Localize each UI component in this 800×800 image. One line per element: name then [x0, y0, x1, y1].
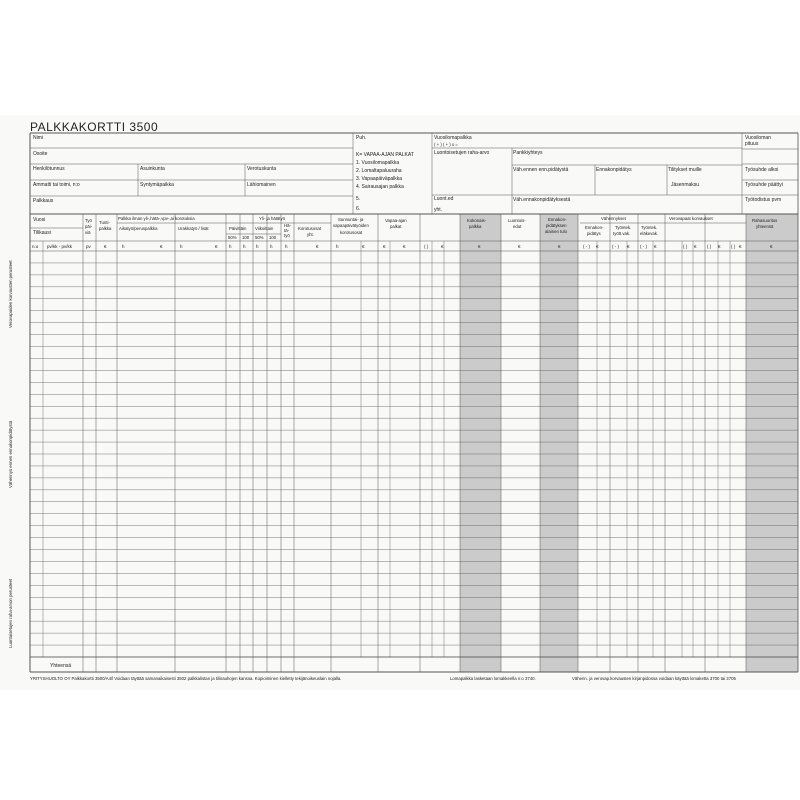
shade-rahasuoritus: [746, 214, 798, 672]
header-luontois-2: edut: [513, 224, 522, 229]
header-tyo-1: Työ: [85, 218, 92, 223]
footer-right: Vähenn. ja verovap.korvausten kirjanpidossa voidaan käyttää lomaketta 3700 tai 3705: [572, 676, 736, 681]
unit-label: €: [694, 244, 697, 249]
field-henkilotunnus[interactable]: Henkilötunnus: [33, 166, 65, 172]
yhteensa-label: Yhteensä: [50, 663, 72, 669]
vapaa-ajan-header: K= VAPAA-AJAN PALKAT: [356, 152, 414, 158]
field-puh[interactable]: Puh.: [356, 135, 367, 141]
unit-label: pv: [86, 244, 91, 249]
unit-label: ( ): [424, 244, 429, 249]
unit-label: €: [770, 244, 773, 249]
field-pankkiyhteys[interactable]: Pankkiyhteys: [513, 150, 543, 156]
unit-label: €: [362, 244, 365, 249]
header-pct-2: 100: [242, 235, 250, 240]
field-syntymapaikka[interactable]: Syntymäpaikka: [140, 182, 174, 188]
unit-label: €: [316, 244, 319, 249]
field-nimi[interactable]: Nimi: [33, 135, 43, 141]
shade-ennakonpidatyksen-alainen: [540, 214, 578, 672]
unit-label: ( - ): [612, 244, 619, 249]
header-urakkatyo: Urakkatyö / lisät: [178, 226, 209, 231]
unit-label: €: [478, 244, 481, 249]
header-hata-3: työ: [284, 233, 290, 238]
unit-label: ( - ): [640, 244, 647, 249]
field-osoite[interactable]: Osoite: [33, 151, 48, 157]
shade-kokonaispalkka: [460, 214, 501, 672]
header-kokonais-2: palkka: [469, 224, 482, 229]
form-title: PALKKAKORTTI 3500: [30, 120, 159, 134]
unit-label: €: [104, 244, 107, 249]
field-luontoisedut[interactable]: Luontoisetujen raha-arvo: [434, 150, 490, 156]
unit-label: €: [627, 244, 630, 249]
header-korotusosat-1: Korotusosat: [298, 226, 321, 231]
header-elake-1: Työntek.: [641, 225, 658, 230]
unit-label: €: [160, 244, 163, 249]
unit-label: ( ): [731, 244, 736, 249]
field-lahiomainen[interactable]: Lähiomainen: [247, 182, 276, 188]
header-tyo-3: viä: [85, 230, 91, 235]
unit-label: pv/kk - pv/kk: [47, 244, 73, 249]
field-palkkaus[interactable]: Palkkaus: [33, 198, 54, 204]
header-aikatyo: Aikatyö/peruspalkka: [119, 226, 158, 231]
field-ammatti[interactable]: Ammatti tai toimi, n:o: [33, 182, 80, 188]
unit-label: h: [285, 244, 288, 249]
unit-label: €: [403, 244, 406, 249]
unit-label: h: [256, 244, 259, 249]
header-tunti-2: palkka: [99, 226, 112, 231]
vapaa-item-1: 1. Vuosilomapalkka: [356, 160, 400, 166]
header-tyott-2: tyött.vak.: [613, 231, 631, 236]
field-tyosuhde-paattyi[interactable]: Työsuhde päättyi: [745, 182, 783, 188]
unit-label: h: [270, 244, 273, 249]
header-tyott-1: Työntek.: [615, 225, 632, 230]
vapaa-item-3: 3. Vapaapäiväpalkka: [356, 176, 403, 182]
unit-label: h: [180, 244, 183, 249]
header-ennakonpid-2: pidätyksen: [546, 223, 567, 228]
field-luont-ed[interactable]: Luont.ed: [434, 196, 454, 202]
footer-left: YRITYSHUOLTO OY Palkkakortti 3500/A4/l Voidaan täyttää samanaikaisesti 3502 palkkalistan ja tilinauhojen kanssa. Kopioiminen kielletty tekijänoikeuslain nojalla.: [30, 676, 342, 681]
unit-label: €: [596, 244, 599, 249]
header-tyo-2: päi-: [85, 224, 93, 229]
vapaa-item-5: 5.: [356, 196, 361, 202]
vapaa-item-6: 6.: [356, 206, 361, 212]
header-palkka-ilman: Palkka ilman yli-,hätä-,vpv-,ai korotuksia: [118, 216, 195, 221]
field-asuinkunta[interactable]: Asuinkunta: [140, 166, 165, 172]
header-ennakonpid-3: alainen tulo: [545, 229, 567, 234]
header-yli-hatatyo: Yli- ja hätätyö: [259, 216, 286, 221]
header-ennakonpid-1: Ennakon-: [548, 217, 567, 222]
unit-label: €: [558, 244, 561, 249]
field-vah-ennen[interactable]: Väh.ennen enn.pidätystä: [513, 167, 569, 173]
unit-label: h: [336, 244, 339, 249]
header-ennakon-pidatys-1: Ennakon-: [585, 225, 604, 230]
field-tyotodistus[interactable]: Työtodistus pvm: [745, 197, 782, 203]
unit-label: €: [441, 244, 444, 249]
unit-label: h: [243, 244, 246, 249]
header-hata-1: Hä-: [284, 223, 291, 228]
header-pct-3: 50%: [255, 235, 264, 240]
field-vuosiloman-1[interactable]: Vuosiloman: [745, 135, 771, 141]
unit-label: n:o: [32, 244, 39, 249]
header-ennakon-pidatys-2: pidätys: [587, 231, 601, 236]
header-hata-2: tä-: [284, 228, 290, 233]
header-kokonais-1: Kokonais-: [467, 218, 487, 223]
header-elake-2: eläkevak.: [640, 231, 659, 236]
header-sunnuntai-2: vapaapäivätyöiden: [333, 223, 369, 228]
unit-label: €: [215, 244, 218, 249]
header-sunnuntai-3: korotusosat: [340, 230, 363, 235]
field-ennakonpidatys[interactable]: Ennakonpidätys: [596, 167, 632, 173]
unit-label: €: [518, 244, 521, 249]
unit-label: ( - ): [583, 244, 590, 249]
field-vuosiloman-2: pituus: [745, 141, 759, 147]
side-label-vahennys: Vähennys ennen ennakonpidätystä: [8, 420, 13, 488]
header-vahennykset: Vähennykset: [601, 216, 626, 221]
header-rahasuoritus-2: yhteensä: [756, 224, 774, 229]
header-pct-1: 50%: [228, 235, 237, 240]
unit-label: €: [718, 244, 721, 249]
header-vapaa-ajan-2: palkat: [390, 224, 402, 229]
header-viikoittain: Viikoittain: [255, 226, 274, 231]
footer-middle: Lomapalkka lasketaan lomakkeella n:o 3740.: [450, 676, 536, 681]
field-vah-ennakon[interactable]: Väh.ennakonpidätyksestä: [513, 197, 571, 203]
header-rahasuoritus-1: Rahasuoritus: [752, 218, 778, 223]
unit-label: ( ): [683, 244, 688, 249]
field-yht: yht.: [434, 207, 443, 213]
header-korotusosat-2: yht.: [307, 232, 314, 237]
unit-label: h: [122, 244, 125, 249]
header-tilikausi: Tilikausi: [33, 230, 51, 236]
unit-label: h: [229, 244, 232, 249]
header-tunti-1: Tunti-: [99, 220, 110, 225]
vapaa-item-4: 4. Sairausajan palkka: [356, 184, 404, 190]
field-verotuskunta[interactable]: Verotuskunta: [247, 166, 277, 172]
unit-label: €: [654, 244, 657, 249]
field-tilitykset[interactable]: Tilitykset muille: [668, 167, 702, 173]
header-verovapaat: Verovapaat korvaukset: [669, 216, 713, 221]
header-pct-4: 100: [269, 235, 277, 240]
unit-label: €: [383, 244, 386, 249]
header-vuosi: Vuosi: [33, 217, 46, 223]
header-vapaa-ajan-1: Vapaa-ajan: [385, 218, 407, 223]
field-vuosilomapalkka[interactable]: Vuosilomapalkka: [434, 135, 472, 141]
field-jasenmaksu[interactable]: Jäsenmaksu: [671, 182, 700, 188]
lomapalkka-formula: ( + ) ( + ) x =: [434, 142, 458, 147]
field-tyosuhde-alkoi[interactable]: Työsuhde alkoi: [745, 167, 779, 173]
vapaa-item-2: 2. Lomaltapaluuraha: [356, 168, 402, 174]
unit-label: ( ): [707, 244, 712, 249]
side-label-verovapaat: Verovapaiden korvausten perusteet: [8, 260, 13, 328]
header-paivittain: Päivittäin: [229, 226, 247, 231]
unit-label: €: [739, 244, 742, 249]
header-sunnuntai-1: Sunnuntai- ja: [338, 217, 364, 222]
side-label-luontoisedut: Luontoisetujen raha-arvon perusteet: [8, 578, 13, 648]
header-luontois-1: Luontois-: [508, 218, 526, 223]
